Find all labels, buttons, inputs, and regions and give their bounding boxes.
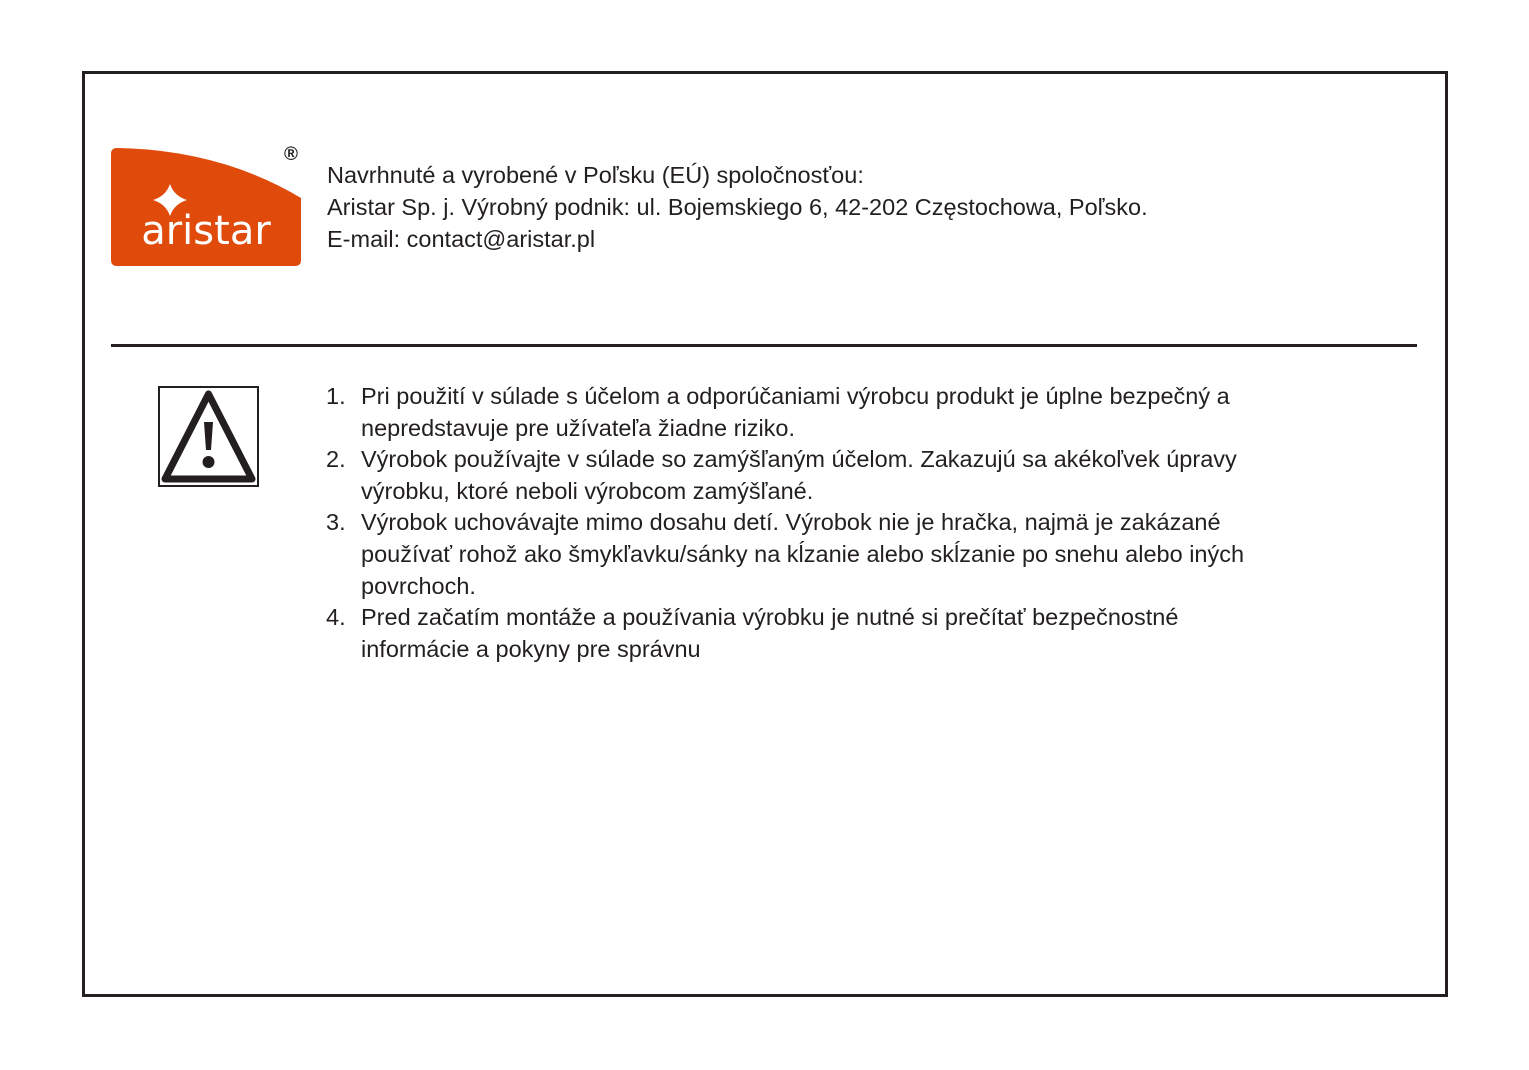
item-text [361,602,1386,665]
item-line: používať rohož ako šmykľavku/sánky na kĺzanie alebo skĺzanie po snehu alebo iných [361,540,1245,567]
list-item [326,381,1386,444]
item-line: povrchoch. [361,572,476,599]
aristar-logo [111,148,301,266]
company-email: E-mail: contact@aristar.pl [327,226,596,252]
company-line: Navrhnuté a vyrobené v Poľsku (EÚ) spoločnosťou: [327,162,864,188]
item-line: Pri použití v súlade s účelom a odporúčaniami výrobcu produkt je úplne bezpečný a [361,383,1230,409]
item-text [361,507,1386,602]
item-number: 4. [326,604,346,631]
item-line: Výrobok uchovávajte mimo dosahu detí. Výrobok nie je hračka, najmä je zakázané [361,509,1221,536]
item-number: 2. [326,446,346,473]
item-line: informácie a pokyny pre správnu [361,635,701,662]
list-item [326,602,1386,665]
list-item [326,444,1386,507]
item-line: Výrobok používajte v súlade so zamýšľaným účelom. Zakazujú sa akékoľvek úpravy [361,446,1237,473]
item-number: 1. [326,383,346,409]
safety-list [326,381,1386,665]
company-info [327,159,1148,255]
item-line: výrobku, ktoré neboli výrobcom zamýšľané. [361,477,814,504]
item-line: Pred začatím montáže a používania výrobku je nutné si prečítať bezpečnostné [361,604,1179,631]
item-number: 3. [326,509,346,536]
registered-mark: ® [284,144,298,165]
company-line: Aristar Sp. j. Výrobný podnik: ul. Bojemskiego 6, 42-202 Częstochowa, Poľsko. [327,194,1148,220]
item-line: nepredstavuje pre užívateľa žiadne riziko. [361,414,796,441]
item-text [361,444,1386,507]
divider [111,344,1417,347]
list-item [326,507,1386,602]
item-text [361,381,1386,444]
logo-text: aristar [141,208,271,254]
warning-triangle-icon [158,386,259,487]
